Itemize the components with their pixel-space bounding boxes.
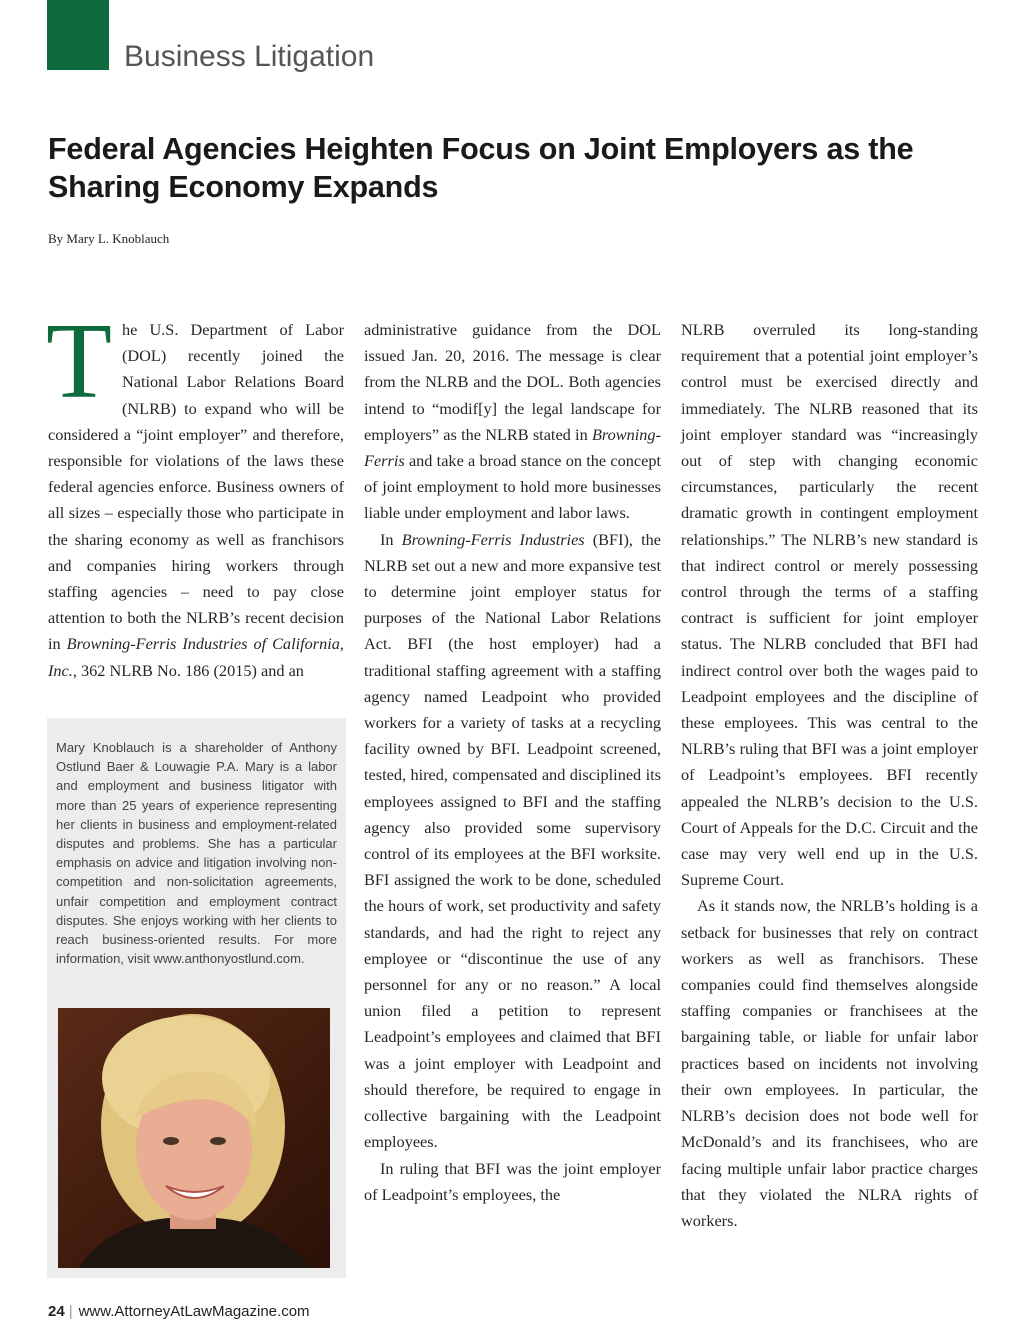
section-heading: Business Litigation: [124, 40, 375, 73]
paragraph: In ruling that BFI was the joint employer of Leadpoint’s employees, the: [364, 1158, 661, 1204]
column-1: [46, 302, 344, 684]
footer-separator: |: [68, 1303, 73, 1320]
column-3: [681, 317, 978, 1234]
drop-cap: T: [46, 302, 112, 421]
paragraph: NLRB overruled its long-standing requirement that a potential joint employer’s control must be exercised directly and immediately. The NLRB reasoned that its joint employer standard was “increasingly out of step with changing economic circumstances, particularly the recent dramatic growth in contingent employment relationships.” The NLRB’s new standard is that indirect control or merely possessing control through the terms of a staffing contract is sufficient for joint employer status. The NLRB concluded that BFI had indirect control over both the wages paid to Leadpoint employees and the discipline of these employees. This was central to the NLRB’s ruling that BFI was a joint employer of Leadpoint’s employees. BFI recently appealed the NLRB’s decision to the U.S. Court of Appeals for the D.C. Circuit and the case may very well end up in the U.S. Supreme Court.: [681, 320, 978, 890]
case-name: Browning-Ferris: [364, 424, 661, 471]
author-portrait-image: [58, 1008, 330, 1268]
section-color-block: [47, 0, 109, 70]
page-footer: [48, 1303, 310, 1320]
byline: By Mary L. Knoblauch: [48, 231, 170, 246]
article-title: Federal Agencies Heighten Focus on Joint Employers as the Sharing Economy Expands: [48, 132, 914, 204]
column-2: [364, 317, 661, 1208]
paragraph: In Browning-Ferris Industries (BFI), the NLRB set out a new and more expansive test to determine joint employer status for purposes of the National Labor Relations Act. BFI (the host employer) had a traditional staffing agreement with a staffing agency named Leadpoint who provided workers for a variety of tasks at a recycling facility owned by BFI. Leadpoint screened, tested, hired, compensated and disciplined its employees assigned to BFI and the staffing agency also provided some supervisory control of its employees at the BFI worksite. BFI assigned the work to be done, scheduled the hours of work, set productivity and safety standards, and had the right to reject any employee or “discontinue the use of any personnel for any or no reason.” A local union filed a petition to represent Leadpoint’s employees and claimed that BFI was a joint employer with Leadpoint and should therefore, be required to engage in collective bargaining with the Leadpoint employees.: [364, 529, 661, 1152]
paragraph: As it stands now, the NRLB’s holding is a setback for businesses that rely on contract workers as well as franchisors. These companies could find themselves alongside staffing companies or franchisees at the bargaining table, or liable for unfair labor practices based on incidents not involving their own employees. In particular, the NLRB’s decision does not bode well for McDonald’s and its franchisees, who are facing multiple unfair labor practice charges that they violated the NLRA rights of workers.: [681, 896, 978, 1230]
page-number: 24: [48, 1303, 65, 1320]
paragraph: he U.S. Department of Labor (DOL) recently joined the National Labor Relations Board (NLRB) to expand who will be considered a “joint employer” and therefore, responsible for violations of the laws these federal agencies enforce. Business owners of all sizes – especially those who participate in the sharing economy as well as franchisors and companies hiring workers through staffing agencies – need to pay close attention to both the NLRB’s recent decision in Browning-Ferris Industries of California, Inc., 362 NLRB No. 186 (2015) and an: [48, 320, 344, 680]
website-url: www.AttorneyAtLawMagazine.com: [78, 1303, 310, 1320]
case-name: Browning-Ferris Industries of California, Inc.: [48, 634, 344, 680]
paragraph: administrative guidance from the DOL issued Jan. 20, 2016. The message is clear from the NLRB and the DOL. Both agencies intend to “modif[y] the legal landscape for employers” as the NLRB stated in Browning-Ferris and take a broad stance on the concept of joint employment to hold more businesses liable under employment and labor laws.: [364, 320, 661, 523]
case-name: Browning-Ferris Industries: [401, 529, 585, 549]
author-photo: [58, 1008, 330, 1268]
author-bio: Mary Knoblauch is a shareholder of Anthony Ostlund Baer & Louwagie P.A. Mary is a labor and employment and business litigator with more than 25 years of experience representing her clients in business and employment-related disputes and problems. She has a particular emphasis on advice and litigation involving non-competition and non-solicitation agreements, unfair competition and employment contract disputes. She enjoys working with her clients to reach business-oriented results. For more information, visit www.anthonyostlund.com.: [56, 740, 337, 967]
